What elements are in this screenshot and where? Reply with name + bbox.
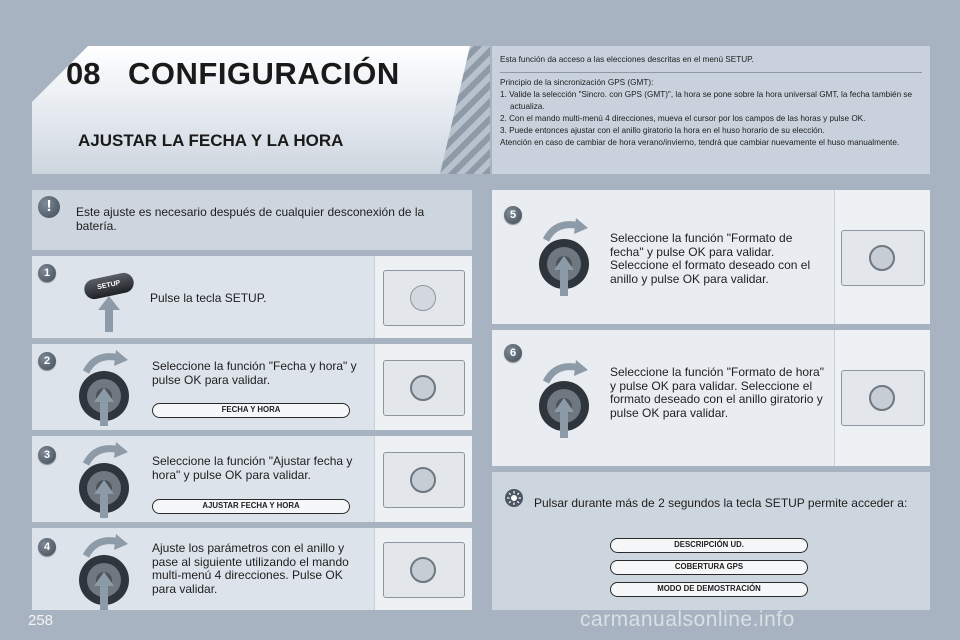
step-4-badge: 4: [38, 538, 56, 556]
step-6-radio-thumb: [834, 330, 930, 466]
radio-knob-icon: [410, 467, 436, 493]
step-3-text: Seleccione la función "Ajustar fecha y hora" y pulse OK para validar.: [152, 454, 353, 482]
info-gps-item-2: 2. Con el mando multi-menú 4 direcciones, mueva el cursor por los campos de las horas y pulse OK.: [500, 114, 866, 123]
step-1-badge: 1: [38, 264, 56, 282]
step-5-badge: 5: [504, 206, 522, 224]
info-gps-item-3: 3. Puede entonces ajustar con el anillo giratorio la hora en el huso horario de su elección.: [500, 126, 825, 135]
info-note: Atención en caso de cambiar de hora verano/invierno, tendrá que cambiar nuevamente el huso manualmente.: [500, 138, 900, 147]
radio-knob-icon: [410, 285, 436, 311]
info-box: [492, 46, 930, 174]
step-6-badge: 6: [504, 344, 522, 362]
press-arrow-icon: [96, 296, 122, 332]
radio-knob-icon: [869, 245, 895, 271]
chapter-number: 08: [66, 56, 101, 91]
page-number: 258: [28, 612, 54, 629]
radio-unit-icon: [383, 360, 465, 416]
chapter-title: CONFIGURACIÓN: [128, 56, 400, 91]
step-2-text: Seleccione la función "Fecha y hora" y pulse OK para validar.: [152, 359, 357, 387]
warning-text: Este ajuste es necesario después de cualquier desconexión de la batería.: [76, 205, 425, 233]
info-gps-item-1: 1. Valide la selección "Sincro. con GPS (GMT)", la hora se pone sobre la hora universal GMT, la fecha también se actualiza.: [500, 90, 913, 111]
step-2-badge: 2: [38, 352, 56, 370]
menu-item-cobertura-gps[interactable]: COBERTURA GPS: [610, 560, 808, 575]
radio-unit-icon: [383, 270, 465, 326]
radio-unit-icon: [841, 370, 925, 426]
step-4-radio-thumb: [374, 528, 472, 610]
step-3-radio-thumb: [374, 436, 472, 522]
step-5-text: Seleccione la función "Formato de fecha" y pulse OK para validar. Seleccione el formato deseado con el anillo y pulse OK para validar.: [610, 231, 811, 286]
rotary-knob-icon: [72, 530, 140, 610]
sun-tip-icon: [504, 488, 524, 508]
step-4-text: Ajuste los parámetros con el anillo y pase al siguiente utilizando el mando multi-menú 4 direcciones. Pulse OK para validar.: [152, 541, 349, 596]
warning-icon: !: [38, 196, 60, 218]
menu-item-fecha-y-hora[interactable]: FECHA Y HORA: [152, 403, 350, 418]
step-5-radio-thumb: [834, 190, 930, 324]
tip-text: Pulsar durante más de 2 segundos la tecla SETUP permite acceder a:: [534, 496, 908, 510]
radio-knob-icon: [869, 385, 895, 411]
step-1-radio-thumb: [374, 256, 472, 338]
radio-unit-icon: [383, 542, 465, 598]
step-6-text: Seleccione la función "Formato de hora" y pulse OK para validar. Seleccione el formato deseado con el anillo giratorio y pulse OK para validar.: [610, 365, 824, 420]
radio-unit-icon: [383, 452, 465, 508]
radio-knob-icon: [410, 557, 436, 583]
radio-knob-icon: [410, 375, 436, 401]
setup-key-icon: SETUP: [82, 271, 135, 301]
section-subtitle: AJUSTAR LA FECHA Y LA HORA: [78, 131, 344, 150]
step-2-radio-thumb: [374, 344, 472, 430]
info-intro: Esta función da acceso a las elecciones descritas en el menú SETUP.: [500, 55, 754, 64]
rotary-knob-icon: [72, 438, 140, 520]
step-1-text: Pulse la tecla SETUP.: [150, 291, 267, 305]
menu-item-ajustar-fecha-y-hora[interactable]: AJUSTAR FECHA Y HORA: [152, 499, 350, 514]
radio-unit-icon: [841, 230, 925, 286]
menu-item-descripcion-ud[interactable]: DESCRIPCIÓN UD.: [610, 538, 808, 553]
step-3-badge: 3: [38, 446, 56, 464]
rotary-knob-icon: [532, 214, 600, 298]
info-gps-title: Principio de la sincronización GPS (GMT):: [500, 78, 654, 87]
rotary-knob-icon: [532, 356, 600, 440]
info-divider: [500, 72, 922, 73]
rotary-knob-icon: [72, 346, 140, 428]
watermark: carmanualsonline.info: [580, 608, 795, 631]
menu-item-modo-demostracion[interactable]: MODO DE DEMOSTRACIÓN: [610, 582, 808, 597]
